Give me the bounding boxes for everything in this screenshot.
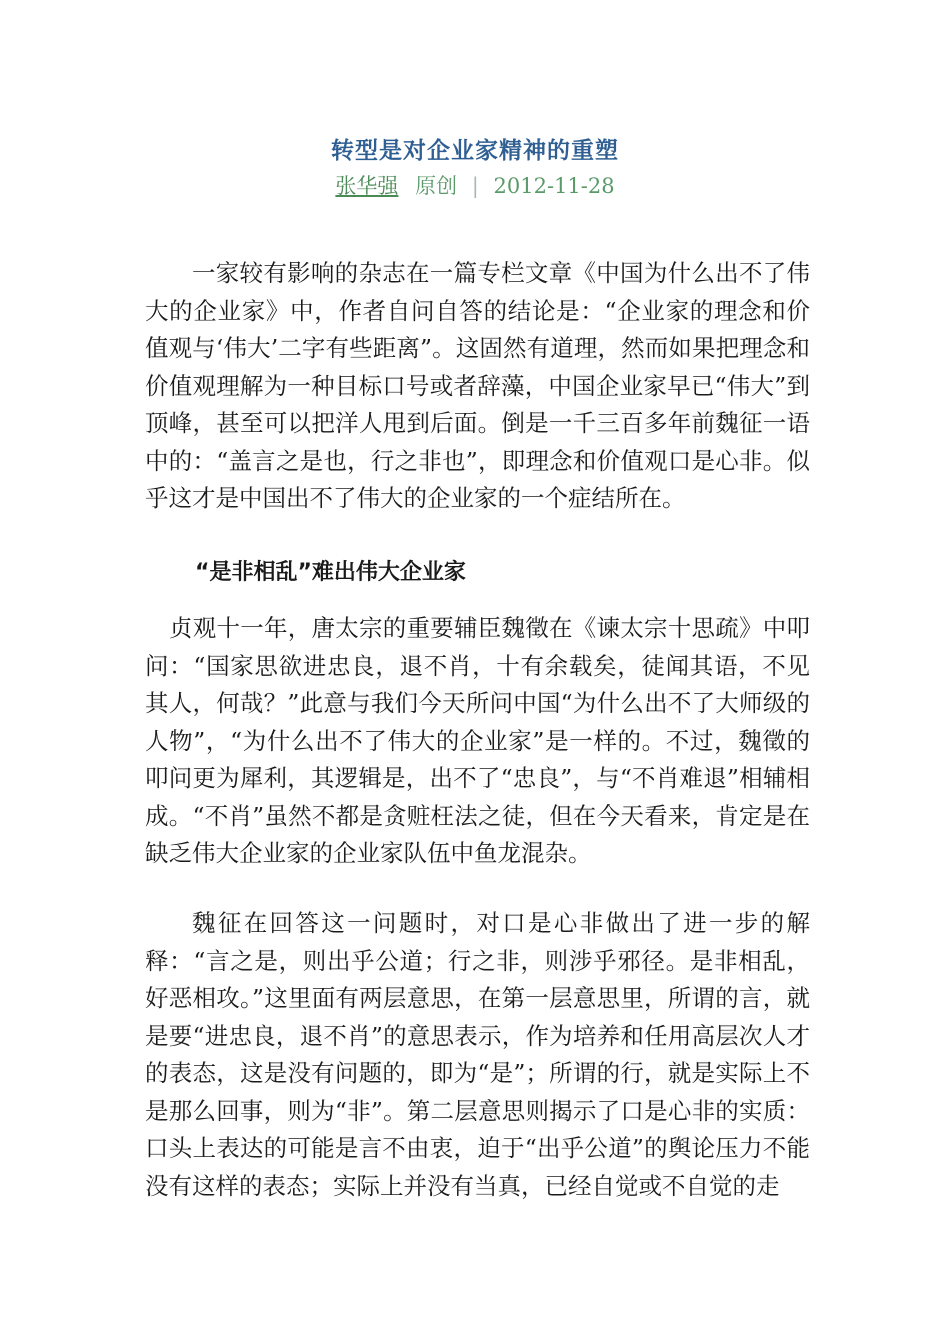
meta-separator: | — [471, 174, 479, 198]
paragraph-3: 魏征在回答这一问题时，对口是心非做出了进一步的解释：“言之是，则出乎公道；行之非，则涉乎邪径。是非相乱，好恶相攻。”这里面有两层意思，在第一层意思里，所谓的言，就是要“进忠良，退不肖”的意思表示，作为培养和任用高层次人才的表态，这是没有问题的，即为“是”；所谓的行，就是实际上不是那么回事，则为“非”。第二层意思则揭示了口是心非的实质：口头上表达的可能是言不由衷，迫于“出乎公道”的舆论压力不能没有这样的表态；实际上并没有当真，已经自觉或不自觉的走 — [145, 909, 810, 1200]
article-date: 2012-11-28 — [493, 174, 615, 198]
paragraph-1: 一家较有影响的杂志在一篇专栏文章《中国为什么出不了伟大的企业家》中，作者自问自答的结论是：“企业家的理念和价值观与‘伟大’二字有些距离”。这固然有道理，然而如果把理念和价值观理解为一种目标口号或者辞藻，中国企业家早已“伟大”到顶峰，甚至可以把洋人甩到后面。倒是一千三百多年前魏征一语中的：“盖言之是也，行之非也”，即理念和价值观口是心非。似乎这才是中国出不了伟大的企业家的一个症结所在。 — [145, 259, 810, 512]
article-meta — [0, 170, 950, 200]
article-type: 原创 — [415, 174, 458, 198]
paragraph-2: 贞观十一年，唐太宗的重要辅臣魏徵在《谏太宗十思疏》中叩问：“国家思欲进忠良，退不肖，十有余载矣，徒闻其语，不见其人，何哉？”此意与我们今天所问中国“为什么出不了大师级的人物”，“为什么出不了伟大的企业家”是一样的。不过，魏徵的叩问更为犀利，其逻辑是，出不了“忠良”，与“不肖难退”相辅相成。“不肖”虽然不都是贪赃枉法之徒，但在今天看来，肯定是在缺乏伟大企业家的企业家队伍中鱼龙混杂。 — [145, 614, 810, 867]
section-heading: “是非相乱”难出伟大企业家 — [195, 560, 466, 585]
article-title: 转型是对企业家精神的重塑 — [331, 138, 619, 164]
author-link[interactable]: 张华强 — [335, 174, 399, 198]
